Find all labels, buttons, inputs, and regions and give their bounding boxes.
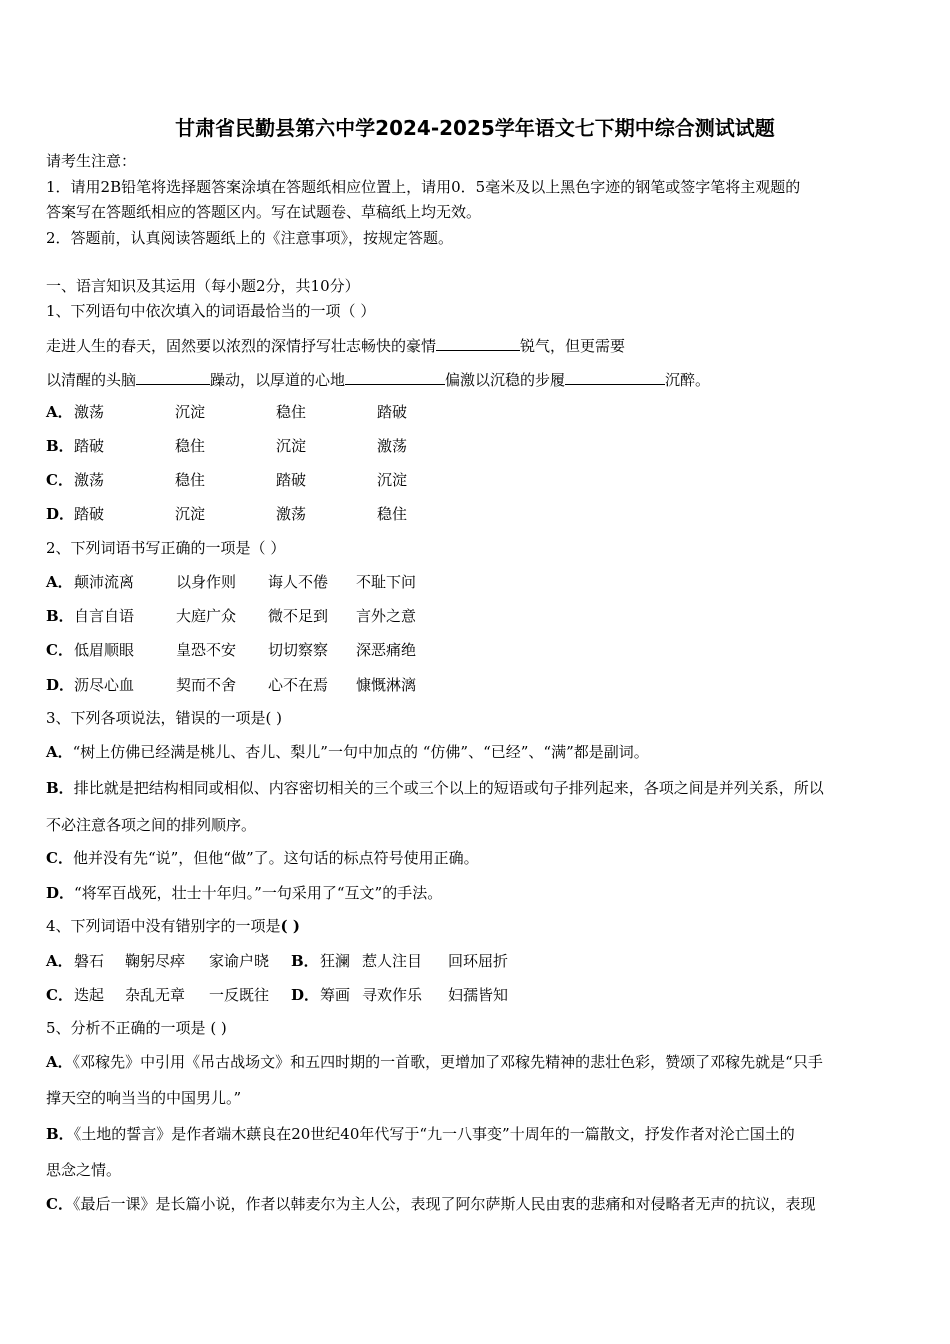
option-word: 惹人注目: [362, 952, 423, 970]
option-label: C．: [46, 849, 73, 867]
option-word: 杂乱无章: [125, 986, 186, 1004]
section-heading: 一、语言知识及其运用（每小题2分，共10分）: [46, 277, 360, 295]
option-word: 大庭广众: [176, 607, 237, 625]
option-word: 磐石: [74, 952, 105, 970]
option-label: C．: [46, 641, 73, 659]
q1-option-a[interactable]: [46, 402, 407, 422]
q3-stem: 3、下列各项说法，错误的一项是( ): [46, 709, 283, 727]
option-word: 稳住: [175, 471, 206, 489]
q1-s2-text-d: 沉醉。: [665, 371, 711, 389]
option-word: 慷慨淋漓: [356, 676, 417, 694]
option-label: B．: [291, 952, 319, 970]
option-word: 稳住: [175, 437, 206, 455]
option-word: 微不足到: [268, 607, 329, 625]
option-label: A．: [46, 573, 73, 591]
option-word: 深恶痛绝: [356, 641, 417, 659]
blank-3: [345, 369, 445, 385]
q5-option-b-cont: 思念之情。: [46, 1161, 122, 1179]
option-text: “树上仿佛已经满是桃儿、杏儿、梨儿”一句中加点的 “仿佛”、“已经”、“满”都是副词。: [72, 743, 649, 761]
q4-stem-paren: ( ): [280, 917, 300, 935]
q1-option-d[interactable]: [46, 504, 407, 524]
option-text: 他并没有先“说”，但他“做”了。这句话的标点符号使用正确。: [72, 849, 479, 867]
option-word: 踏破: [74, 505, 105, 523]
option-text: 《土地的誓言》是作者端木蕻良在20世纪40年代写于“九一八事变”十周年的一篇散文，抒发作者对沦亡国土的: [73, 1125, 795, 1143]
option-label: C．: [46, 471, 73, 489]
option-label: A．: [46, 743, 73, 761]
q1-option-c[interactable]: [46, 470, 407, 490]
notice-heading: 请考生注意：: [46, 152, 137, 170]
option-word: 自言自语: [74, 607, 135, 625]
notice-item-1a: 1．请用2B铅笔将选择题答案涂填在答题纸相应位置上，请用0．5毫米及以上黑色字迹的钢笔或签字笔将主观题的: [46, 178, 801, 196]
q5-option-a[interactable]: [46, 1052, 823, 1072]
option-word: 沥尽心血: [74, 676, 135, 694]
option-word: 沉淀: [276, 437, 307, 455]
option-label: B．: [46, 1125, 74, 1143]
option-label: D．: [291, 986, 320, 1004]
option-label: D．: [46, 884, 75, 902]
q2-stem: 2、下列词语书写正确的一项是（ ）: [46, 539, 286, 557]
blank-1: [436, 335, 520, 351]
q3-option-b-cont: 不必注意各项之间的排列顺序。: [46, 816, 257, 834]
blank-4: [565, 369, 665, 385]
option-word: 激荡: [377, 437, 408, 455]
option-label: B．: [46, 437, 74, 455]
q3-option-a[interactable]: [46, 742, 649, 762]
option-word: 踏破: [74, 437, 105, 455]
option-word: 稳住: [276, 403, 307, 421]
q1-option-b[interactable]: [46, 436, 407, 456]
q1-stem: 1、下列语句中依次填入的词语最恰当的一项（ ）: [46, 302, 376, 320]
q1-sentence-1: [46, 335, 625, 356]
option-word: 激荡: [74, 403, 105, 421]
option-label: B．: [46, 607, 74, 625]
option-word: 妇孺皆知: [448, 986, 509, 1004]
q4-stem: [46, 916, 300, 936]
option-word: 以身作则: [176, 573, 237, 591]
q3-option-d[interactable]: [46, 883, 442, 903]
notice-item-2: 2．答题前，认真阅读答题纸上的《注意事项》，按规定答题。: [46, 229, 454, 247]
option-text: “将军百战死，壮士十年归。”一句采用了“互文”的手法。: [74, 884, 443, 902]
option-word: 颠沛流离: [74, 573, 135, 591]
q4-options-row-1[interactable]: [46, 951, 508, 971]
option-word: 迭起: [74, 986, 105, 1004]
option-text: 排比就是把结构相同或相似、内容密切相关的三个或三个以上的短语或句子排列起来，各项之间是并列关系，所以: [73, 779, 824, 797]
notice-item-1b: 答案写在答题纸相应的答题区内。写在试题卷、草稿纸上均无效。: [46, 203, 482, 221]
q1-s1-text-a: 走进人生的春天，固然要以浓烈的深情抒写壮志畅快的豪情: [46, 337, 437, 355]
option-word: 回环屈折: [448, 952, 509, 970]
option-label: A．: [46, 403, 73, 421]
option-word: 切切察察: [268, 641, 329, 659]
q2-option-d[interactable]: [46, 675, 416, 695]
q5-stem: 5、分析不正确的一项是 ( ): [46, 1019, 227, 1037]
option-word: 狂澜: [320, 952, 351, 970]
q5-option-a-cont: 撑天空的响当当的中国男儿。”: [46, 1089, 242, 1107]
q5-option-c[interactable]: [46, 1194, 815, 1214]
q2-option-b[interactable]: [46, 606, 416, 626]
blank-2: [136, 369, 210, 385]
option-word: 稳住: [377, 505, 408, 523]
option-word: 激荡: [74, 471, 105, 489]
q4-stem-text: 4、下列词语中没有错别字的一项是: [46, 917, 281, 935]
option-word: 筹画: [320, 986, 351, 1004]
option-word: 沉淀: [175, 505, 206, 523]
option-word: 激荡: [276, 505, 307, 523]
option-word: 家谕户晓: [209, 952, 270, 970]
option-word: 不耻下问: [356, 573, 417, 591]
option-label: A．: [46, 1053, 73, 1071]
option-text: 《最后一课》是长篇小说，作者以韩麦尔为主人公，表现了阿尔萨斯人民由衷的悲痛和对侵略者无声的抗议，表现: [72, 1195, 816, 1213]
option-word: 诲人不倦: [268, 573, 329, 591]
option-label: C．: [46, 986, 73, 1004]
q3-option-c[interactable]: [46, 848, 479, 868]
option-label: A．: [46, 952, 73, 970]
option-word: 契而不舍: [176, 676, 237, 694]
option-label: D．: [46, 505, 75, 523]
option-word: 言外之意: [356, 607, 417, 625]
option-label: B．: [46, 779, 74, 797]
option-label: D．: [46, 676, 75, 694]
option-word: 鞠躬尽瘁: [125, 952, 186, 970]
option-word: 寻欢作乐: [362, 986, 423, 1004]
option-label: C．: [46, 1195, 73, 1213]
option-word: 踏破: [276, 471, 307, 489]
q1-s2-text-b: 躁动，以厚道的心地: [210, 371, 346, 389]
q2-option-c[interactable]: [46, 640, 416, 660]
option-word: 一反既往: [209, 986, 270, 1004]
option-word: 心不在焉: [268, 676, 329, 694]
option-word: 低眉顺眼: [74, 641, 135, 659]
option-word: 沉淀: [377, 471, 408, 489]
q1-s1-text-b: 锐气，但更需要: [520, 337, 626, 355]
q1-s2-text-c: 偏激以沉稳的步履: [445, 371, 566, 389]
q3-option-b[interactable]: [46, 778, 824, 798]
option-text: 《邓稼先》中引用《吊古战场文》和五四时期的一首歌，更增加了邓稼先精神的悲壮色彩，赞颂了邓稼先就是“只手: [72, 1053, 823, 1071]
q4-options-row-2[interactable]: [46, 985, 508, 1005]
q1-s2-text-a: 以清醒的头脑: [46, 371, 137, 389]
page-title: 甘肃省民勤县第六中学2024-2025学年语文七下期中综合测试试题: [175, 116, 775, 140]
option-word: 皇恐不安: [176, 641, 237, 659]
q1-sentence-2: [46, 369, 710, 390]
q5-option-b[interactable]: [46, 1124, 795, 1144]
option-word: 沉淀: [175, 403, 206, 421]
option-word: 踏破: [377, 403, 408, 421]
q2-option-a[interactable]: [46, 572, 416, 592]
